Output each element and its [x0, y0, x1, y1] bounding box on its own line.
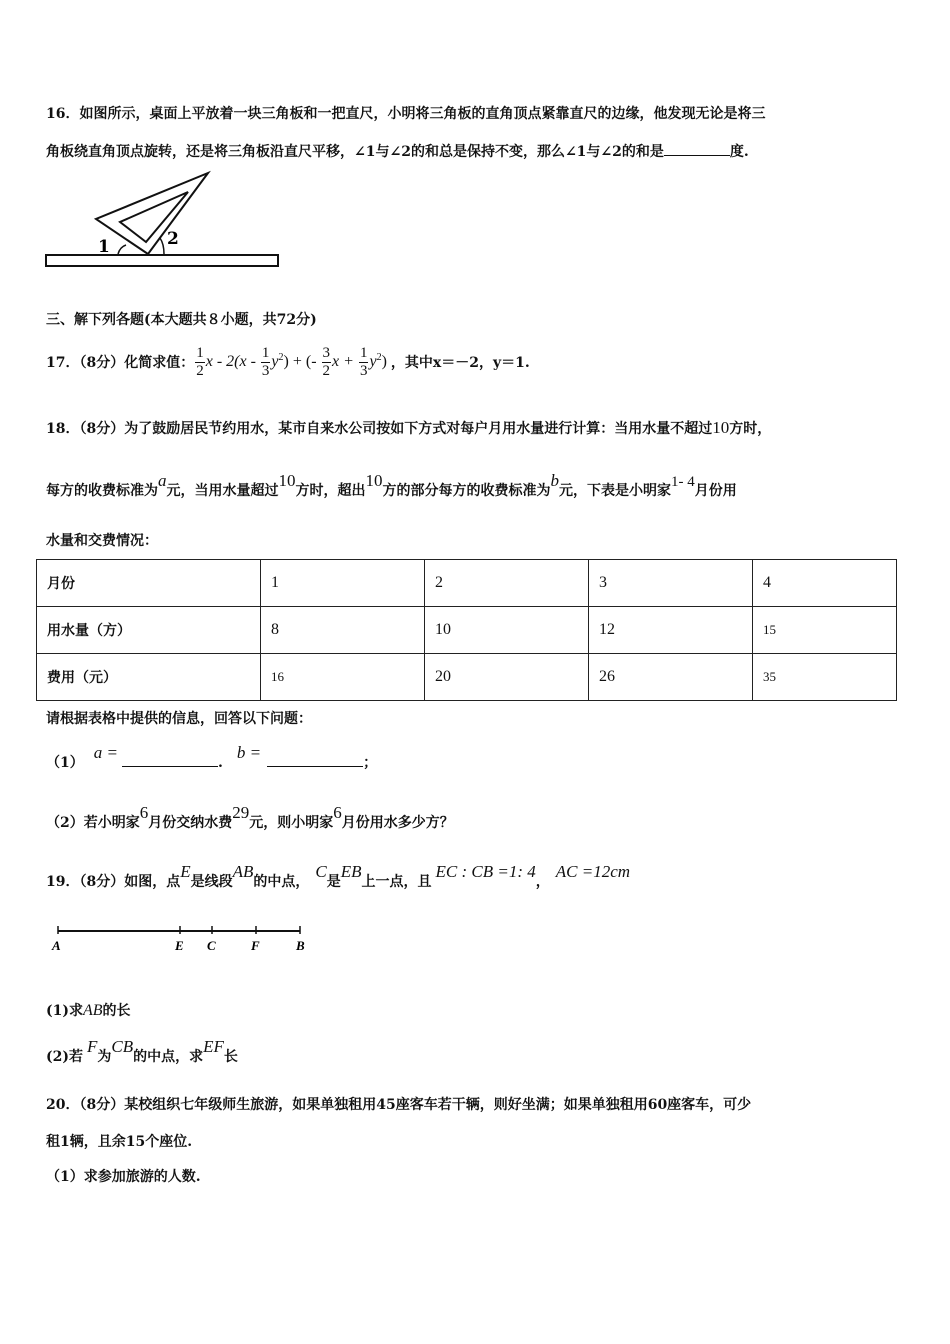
q19-E: E: [180, 862, 191, 881]
table-cell: 10: [425, 607, 589, 654]
angle-label-1: 1: [98, 237, 110, 257]
expr-exp-2: 2: [376, 351, 382, 363]
q19-part1: [46, 1000, 131, 1020]
section-title: 三、解下列各题(本大题共８小题，共72分): [46, 312, 317, 328]
frac-4: [359, 345, 369, 380]
q19-p1-a: (1)求: [46, 1003, 83, 1019]
q18-blank-a: [122, 752, 218, 767]
q19-p1-b: 的长: [102, 1003, 131, 1019]
expr-part-6: ): [381, 352, 387, 370]
q19-p2-ef: EF: [203, 1037, 224, 1056]
point-label-f: F: [251, 938, 260, 953]
q18-line1-num: 10: [712, 418, 730, 437]
table-cell: 1: [261, 560, 425, 607]
q18-line1: [46, 418, 771, 438]
frac-3: [322, 345, 332, 380]
angle-2-arc: [160, 238, 164, 254]
q17-line: [46, 340, 530, 384]
q16-unit: 度.: [729, 144, 749, 160]
q16-answer-blank: [664, 141, 730, 156]
point-label-a: A: [52, 938, 61, 953]
q19-c: 的中点，: [253, 874, 310, 890]
triangle-outer: [96, 173, 208, 254]
q19-b: 是线段: [190, 874, 233, 890]
q18-l2-e: 元，下表是小明家: [559, 483, 671, 499]
var-b: b: [550, 471, 559, 490]
q18-sub1-end: ；: [363, 755, 378, 771]
q18-sub2-fee: 29: [232, 803, 250, 822]
q18-l2-b: 元，当用水量超过: [166, 483, 279, 499]
q18-sub2-c: 元，则小明家: [249, 815, 334, 831]
q19-d: 是: [326, 874, 341, 890]
frac-3-num: 3: [322, 344, 331, 361]
angle-label-2: 2: [167, 229, 179, 249]
q18-l2-d: 方的部分每方的收费标准为: [382, 483, 551, 499]
table-cell: 20: [425, 654, 589, 701]
q17-suffix: ，其中x＝－2，y＝1.: [390, 355, 530, 371]
q19-AB: AB: [232, 862, 254, 881]
point-label-b: B: [296, 938, 305, 953]
q18-l2-num2: 10: [365, 471, 383, 490]
table-row-label: 用水量（方）: [37, 607, 261, 654]
q18-line2: [46, 471, 737, 500]
q17-prefix: 17．（8分）化简求值：: [46, 355, 195, 371]
q20-line2: 租1辆，且余15个座位.: [46, 1134, 193, 1150]
q19-e: 上一点，且: [361, 874, 432, 890]
segment-figure: [50, 920, 320, 956]
q18-sub2-a: （2）若小明家: [46, 815, 140, 831]
q19-p1-ab: AB: [83, 1002, 103, 1019]
water-fee-table: [36, 559, 897, 701]
q18-sub1: [46, 743, 378, 772]
q20-sub1: （1）求参加旅游的人数.: [46, 1169, 201, 1185]
q18-l2-range: 1- 4: [671, 474, 695, 490]
q16-line1: 16．如图所示，桌面上平放着一块三角板和一把直尺，小明将三角板的直角顶点紧靠直尺的边缘，他发现无论是将三: [46, 106, 766, 122]
q19-p2-a: (2)若: [46, 1049, 83, 1065]
expr-part-1: x - 2(x -: [205, 352, 260, 370]
expr-part-2: y: [271, 352, 279, 370]
point-label-e: E: [175, 938, 184, 953]
angle-1-arc: [118, 245, 126, 254]
expr-part-5: y: [369, 352, 377, 370]
q17-expression: [194, 345, 387, 380]
table-row-label: 费用（元）: [37, 654, 261, 701]
table-row: [37, 560, 897, 607]
q18-l2-num1: 10: [278, 471, 296, 490]
frac-2: [261, 345, 271, 380]
ruler: [46, 255, 278, 266]
q18-line1-text: 18．（8分）为了鼓励居民节约用水，某市自来水公司按如下方式对每户月用水量进行计算：当用水量不超过: [46, 421, 713, 437]
table-cell: 16: [261, 654, 425, 701]
q19-ac: AC =12cm: [555, 862, 631, 881]
q19-p2-f: F: [87, 1037, 98, 1056]
frac-3-den: 2: [322, 362, 331, 379]
frac-1-den: 2: [196, 362, 204, 379]
q19-EB: EB: [340, 862, 362, 881]
table-cell: 8: [261, 607, 425, 654]
q19-comma: ，: [535, 874, 550, 890]
q19-C: C: [315, 862, 327, 881]
q18-sub2-b: 月份交纳水费: [148, 815, 233, 831]
q18-sub2-m1: 6: [139, 803, 149, 822]
q18-l2-a: 每方的收费标准为: [46, 483, 158, 499]
table-cell: 12: [589, 607, 753, 654]
frac-1-num: 1: [196, 344, 204, 361]
q18-sub1-a: a =: [93, 743, 118, 762]
expr-exp-1: 2: [278, 351, 284, 363]
q18-l2-f: 月份用: [694, 483, 737, 499]
table-cell: 35: [753, 654, 897, 701]
frac-1: [195, 345, 205, 380]
q19-ratio: EC : CB =1: 4: [435, 862, 536, 881]
point-label-c: C: [207, 938, 216, 953]
expr-part-4: x +: [332, 352, 358, 370]
q18-sub2-d: 月份用水多少方？: [341, 815, 454, 831]
table-cell: 3: [589, 560, 753, 607]
q16-line2: [46, 141, 749, 161]
table-cell: 4: [753, 560, 897, 607]
q19-part2: [46, 1037, 238, 1066]
q18-prompt: 请根据表格中提供的信息，回答以下问题：: [46, 711, 312, 727]
q18-sub2: [46, 803, 454, 832]
q19-line1: [46, 862, 631, 891]
q19-p2-cb: CB: [111, 1037, 134, 1056]
q19-a: 19．（8分）如图，点: [46, 874, 181, 890]
q20-line1: 20．（8分）某校组织七年级师生旅游，如果单独租用45座客车若干辆，则好坐满；如果单独租用60座客车，可少: [46, 1097, 752, 1113]
table-row: [37, 654, 897, 701]
triangle-ruler-figure: [40, 168, 290, 273]
frac-4-den: 3: [359, 362, 368, 379]
expr-part-3: ) + (-: [283, 352, 321, 370]
frac-2-den: 3: [261, 362, 270, 379]
table-cell: 15: [753, 607, 897, 654]
q18-sub1-label: （1）: [46, 755, 84, 771]
q16-line2-text: 角板绕直角顶点旋转，还是将三角板沿直尺平移，∠1与∠2的和总是保持不变，那么∠1与∠2的和是: [46, 144, 664, 160]
q19-p2-b: 为: [97, 1049, 112, 1065]
q18-sub2-m2: 6: [333, 803, 342, 822]
table-cell: 2: [425, 560, 589, 607]
table-row-label: 月份: [37, 560, 261, 607]
table-cell: 26: [589, 654, 753, 701]
q19-p2-d: 长: [223, 1049, 238, 1065]
frac-4-num: 1: [359, 344, 368, 361]
q18-l2-c: 方时，超出: [295, 483, 366, 499]
q18-sub1-b: b =: [236, 743, 262, 762]
q18-line3: 水量和交费情况：: [46, 533, 158, 549]
q18-sub1-sep: .: [217, 755, 223, 771]
q18-line1-end: 方时，: [729, 421, 772, 437]
frac-2-num: 1: [261, 344, 270, 361]
var-a: a: [158, 471, 167, 490]
q19-p2-c: 的中点，求: [133, 1049, 204, 1065]
q18-blank-b: [267, 752, 363, 767]
table-row: [37, 607, 897, 654]
